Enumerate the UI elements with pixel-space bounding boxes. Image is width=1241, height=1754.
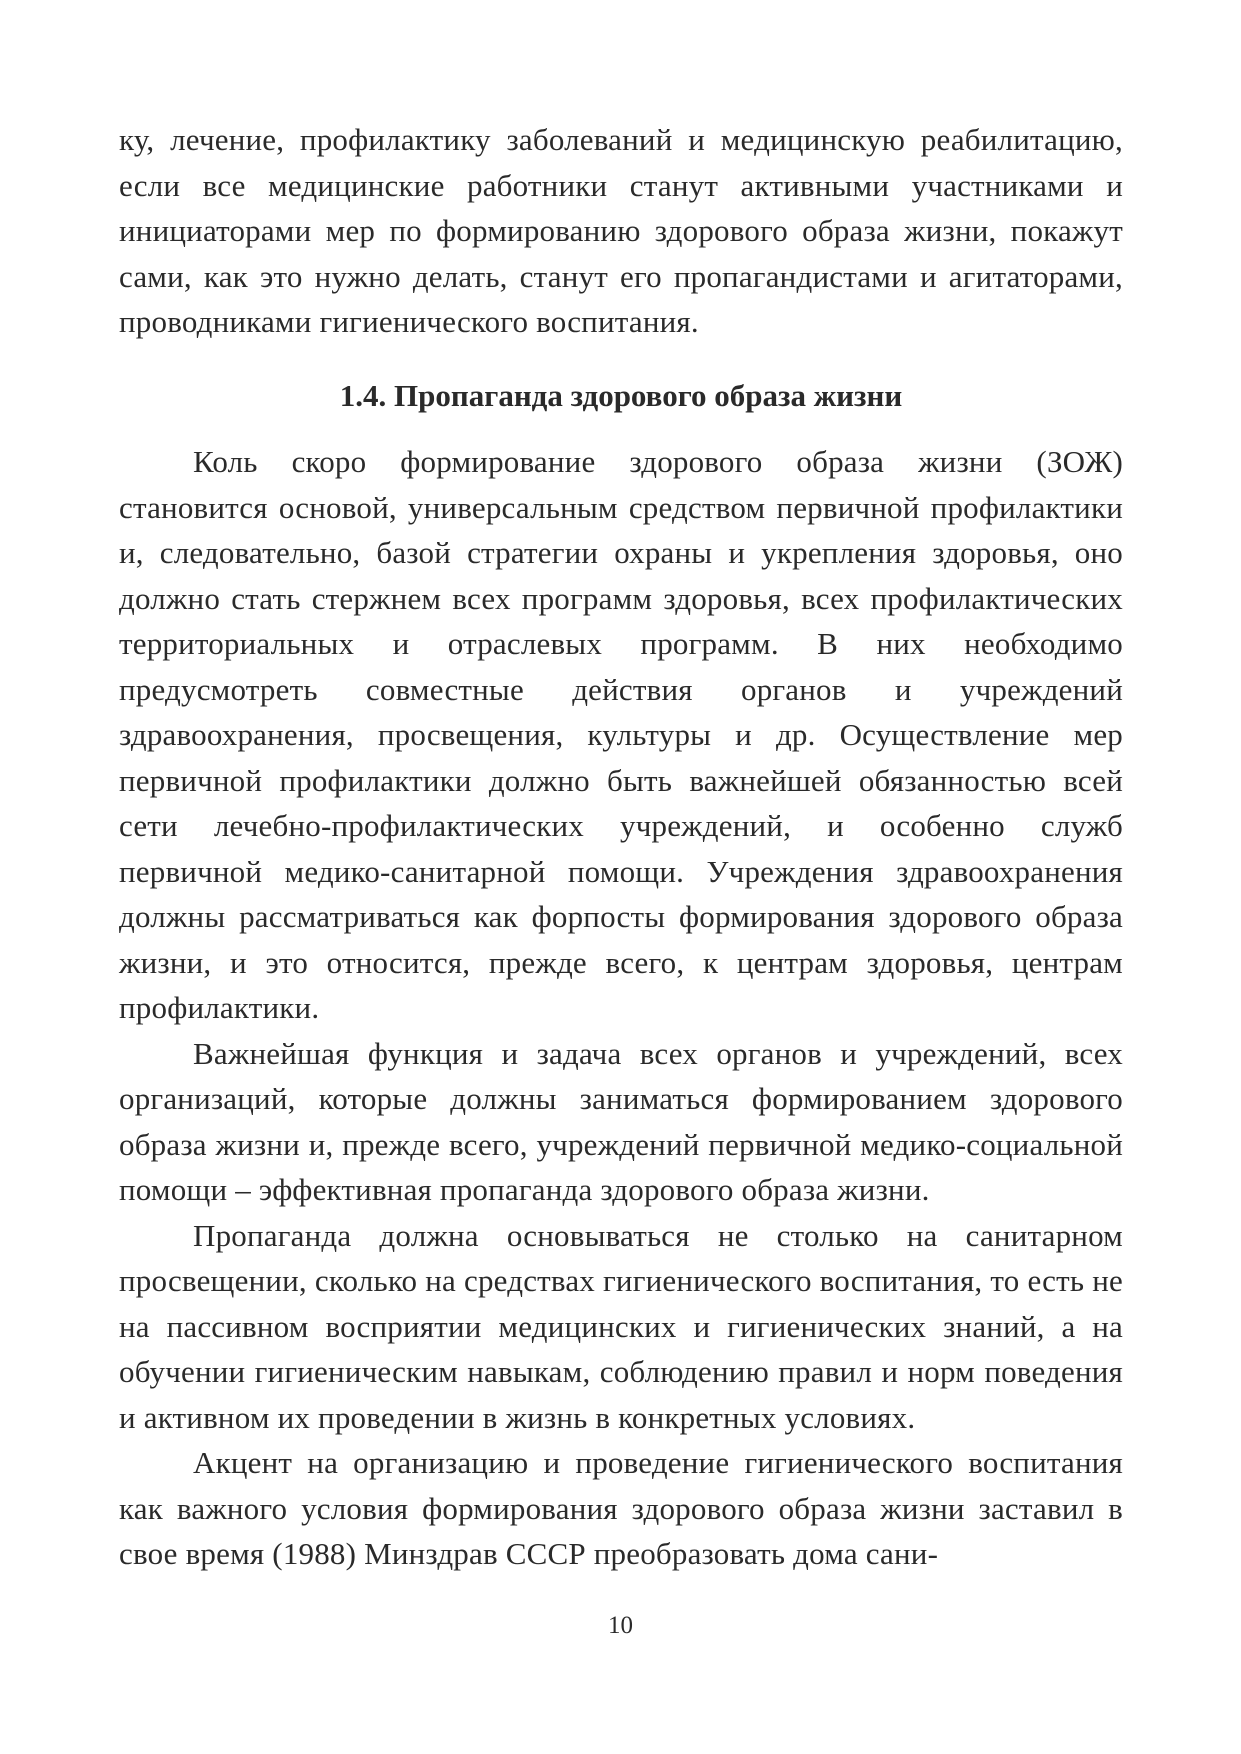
paragraph-3: Пропаганда должна основываться не столько на санитарном просвещении, сколько на средствах гигиенического воспитания, то есть не на пассивном восприятии медицинских и гигиенических знаний, а на обучении гигиеническим навыкам, соблюдению правил и норм поведения и активном их проведении в жизнь в конкретных условиях. [119,1217,1123,1435]
section-body [119,439,1123,1577]
section-heading: 1.4. Пропаганда здорового образа жизни [339,378,903,413]
page-number: 10 [608,1612,633,1639]
paragraph-2: Важнейшая функция и задача всех органов и учреждений, всех организаций, которые должны заниматься формированием здорового образа жизни и, прежде всего, учреждений первичной медико-социальной помощи – эффективная пропаганда здорового образа жизни. [119,1035,1123,1207]
intro-text-block [119,117,1123,345]
paragraph-4: Акцент на организацию и проведение гигиенического воспитания как важного условия формирования здорового образа жизни заставил в свое время (1988) Минздрав СССР преобразовать дома сани- [119,1445,1123,1571]
intro-paragraph: ку, лечение, профилактику заболеваний и медицинскую реабилитацию, если все медицинские работники станут активными участниками и инициаторами мер по формированию здорового образа жизни, покажут сами, как это нужно делать, станут его пропагандистами и агитаторами, проводниками гигиенического воспитания. [119,122,1123,339]
paragraph-1: Коль скоро формирование здорового образа жизни (ЗОЖ) становится основой, универсальным средством первичной профилактики и, следовательно, базой стратегии охраны и укрепления здоровья, оно должно стать стержнем всех программ здоровья, всех профилактических территориальных и отраслевых программ. В них необходимо предусмотреть совместные действия органов и учреждений здравоохранения, просвещения, культуры и др. Осуществление мер первичной профилактики должно быть важнейшей обязанностью всей сети лечебно-профилактических учреждений, и особенно служб первичной медико-санитарной помощи. Учреждения здравоохранения должны рассматриваться как форпосты формирования здорового образа жизни, и это относится, прежде всего, к центрам здоровья, центрам профилактики. [119,444,1123,1025]
